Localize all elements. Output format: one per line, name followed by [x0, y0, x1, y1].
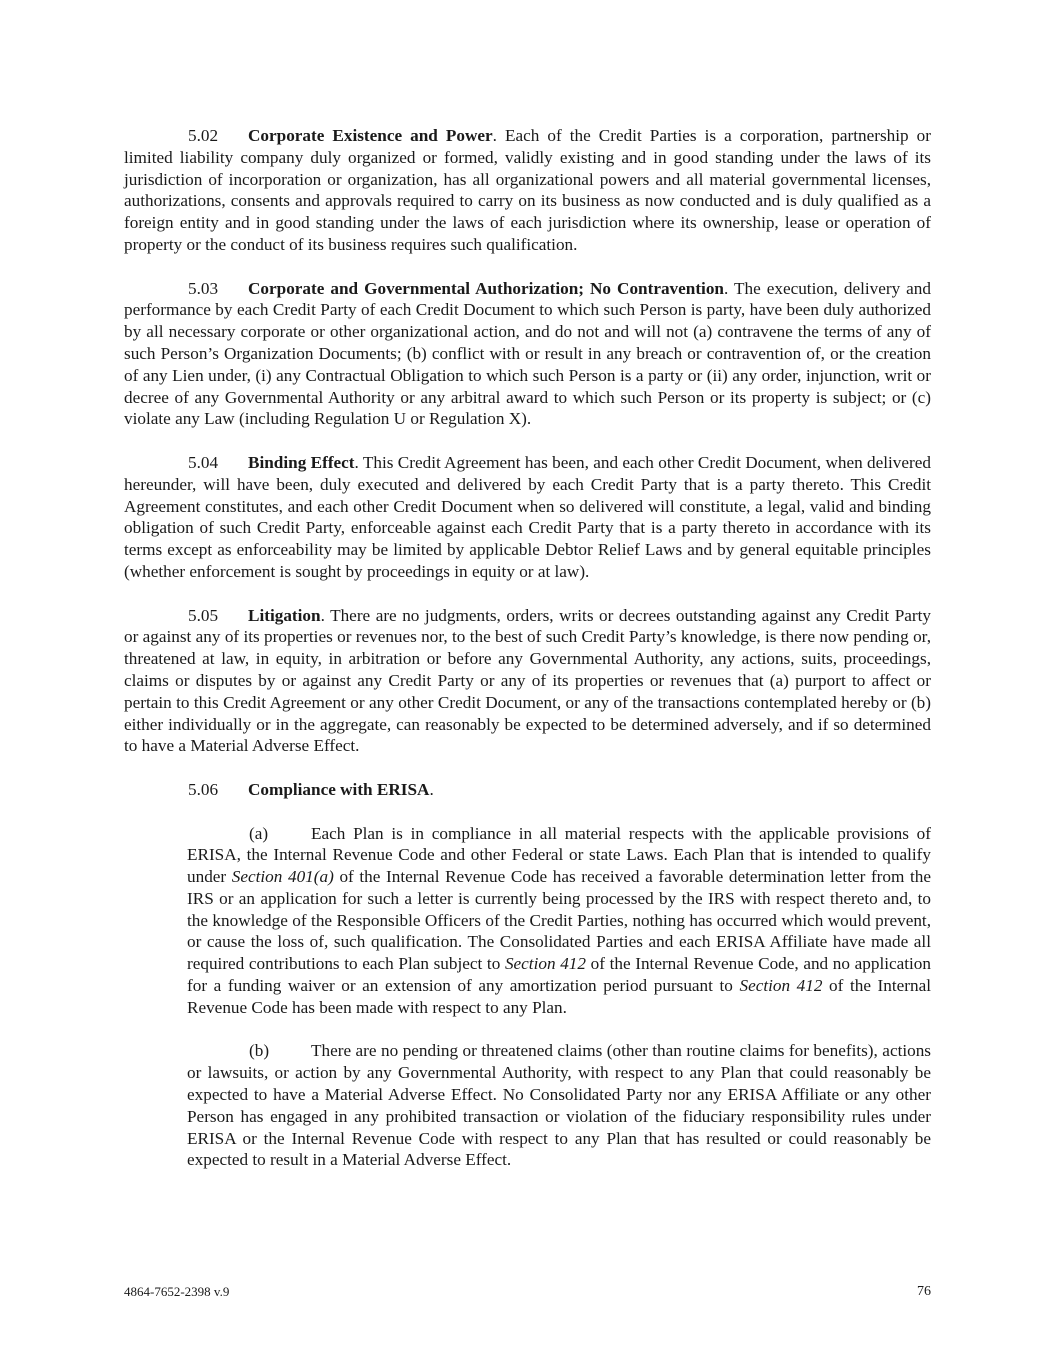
subsection-label: (b)	[249, 1041, 270, 1061]
section-reference: Section 412	[504, 954, 586, 974]
section-heading: Compliance with ERISA	[248, 779, 430, 799]
footer-doc-id: 4864-7652-2398 v.9	[124, 1284, 230, 1299]
section-reference: Section 412	[739, 976, 823, 996]
section-5-04	[124, 452, 931, 583]
section-number: 5.06	[188, 779, 219, 799]
section-heading: Binding Effect	[248, 452, 355, 472]
section-heading-period: .	[429, 779, 434, 799]
subsection-text: of the Internal Revenue Code, and no application for a funding waiver or an extension of any amortization period pursuant to	[187, 954, 931, 996]
subsection-text: of the Internal Revenue Code has received a favorable determination letter from the IRS or an application for such a letter is currently being processed by the IRS with respect thereto and, to the knowledge of the Responsible Officers of the Credit Parties, nothing has occurred which would prevent, or cause the loss of, such qualification. The Consolidated Parties and each ERISA Affiliate have made all required contributions to each Plan subject to	[187, 867, 931, 974]
section-text: . Each of the Credit Parties is a corporation, partnership or limited liability company duly organized or formed, validly existing and in good standing under the laws of its jurisdiction of incorporation or organization, has all organizational powers and all material governmental licenses, authorizations, consents and approvals required to carry on its business as now conducted and is duly qualified as a foreign entity and in good standing under the laws of each jurisdiction where its ownership, lease or operation of property or the conduct of its business requires such qualification.	[124, 126, 932, 254]
subsection-text: of the Internal Revenue Code has been made with respect to any Plan.	[187, 976, 931, 1017]
section-number: 5.03	[188, 278, 219, 298]
subsection-a	[187, 823, 931, 1019]
section-5-05	[124, 605, 931, 758]
section-heading: Corporate Existence and Power	[248, 126, 493, 145]
subsection-label: (a)	[249, 823, 269, 843]
section-text: . There are no judgments, orders, writs or decrees outstanding against any Credit Party or against any of its properties or revenues nor, to the best of such Credit Party’s knowledge, is there now pending or, threatened at law, in equity, in arbitration or before any Governmental Authority, any actions, suits, proceedings, claims or disputes by or against any Credit Party or any of its properties or revenues that (a) purport to affect or pertain to this Credit Agreement or any other Credit Document, or any of the transactions contemplated hereby or (b) either individually or in the aggregate, can reasonably be expected to be determined adversely, and if so determined to have a Material Adverse Effect.	[124, 605, 931, 756]
section-number: 5.05	[188, 605, 219, 625]
section-number: 5.02	[188, 126, 219, 145]
section-text: . This Credit Agreement has been, and each other Credit Document, when delivered hereunder, will have been, duly executed and delivered by each Credit Party that is a party thereto. This Credit Agreement constitutes, and each other Credit Document when so delivered will constitute, a legal, valid and binding obligation of such Credit Party, enforceable against each Credit Party that is a party thereto in accordance with its terms except as enforceability may be limited by applicable Debtor Relief Laws and by general equitable principles (whether enforcement is sought by proceedings in equity or at law).	[124, 452, 931, 581]
subsection-text: Each Plan is in compliance in all material respects with the applicable provisions of ERISA, the Internal Revenue Code and other Federal or state Laws. Each Plan that is intended to qualify under	[187, 823, 931, 887]
document-body	[124, 125, 931, 1193]
section-5-02	[124, 125, 931, 256]
section-reference: Section 401(a)	[231, 867, 334, 887]
section-heading: Corporate and Governmental Authorization; No Contravention	[248, 278, 724, 298]
section-number: 5.04	[188, 452, 219, 472]
footer-page-number: 76	[917, 1284, 931, 1299]
subsection-b	[187, 1040, 931, 1171]
section-5-03	[124, 278, 931, 431]
section-heading: Litigation	[248, 605, 321, 625]
section-text: . The execution, delivery and performance by each Credit Party of each Credit Document to which such Person is party, have been duly authorized by all necessary corporate or other organizational action, and do not and will not (a) contravene the terms of any of such Person’s Organization Documents; (b) conflict with or result in any breach or contravention of, or the creation of any Lien under, (i) any Contractual Obligation to which such Person is a party or (ii) any order, injunction, writ or decree of any Governmental Authority or any arbitral award to which such Person or its property is subject; or (c) violate any Law (including Regulation U or Regulation X).	[124, 278, 931, 429]
subsection-text: There are no pending or threatened claims (other than routine claims for benefits), actions or lawsuits, or action by any Governmental Authority, with respect to any Plan that could reasonably be expected to have a Material Adverse Effect. No Consolidated Party nor any ERISA Affiliate or any other Person has engaged in any prohibited transaction or violation of the fiduciary responsibility rules under ERISA or the Internal Revenue Code with respect to any Plan that has resulted or could reasonably be expected to result in a Material Adverse Effect.	[187, 1041, 931, 1170]
section-5-06	[188, 779, 931, 801]
